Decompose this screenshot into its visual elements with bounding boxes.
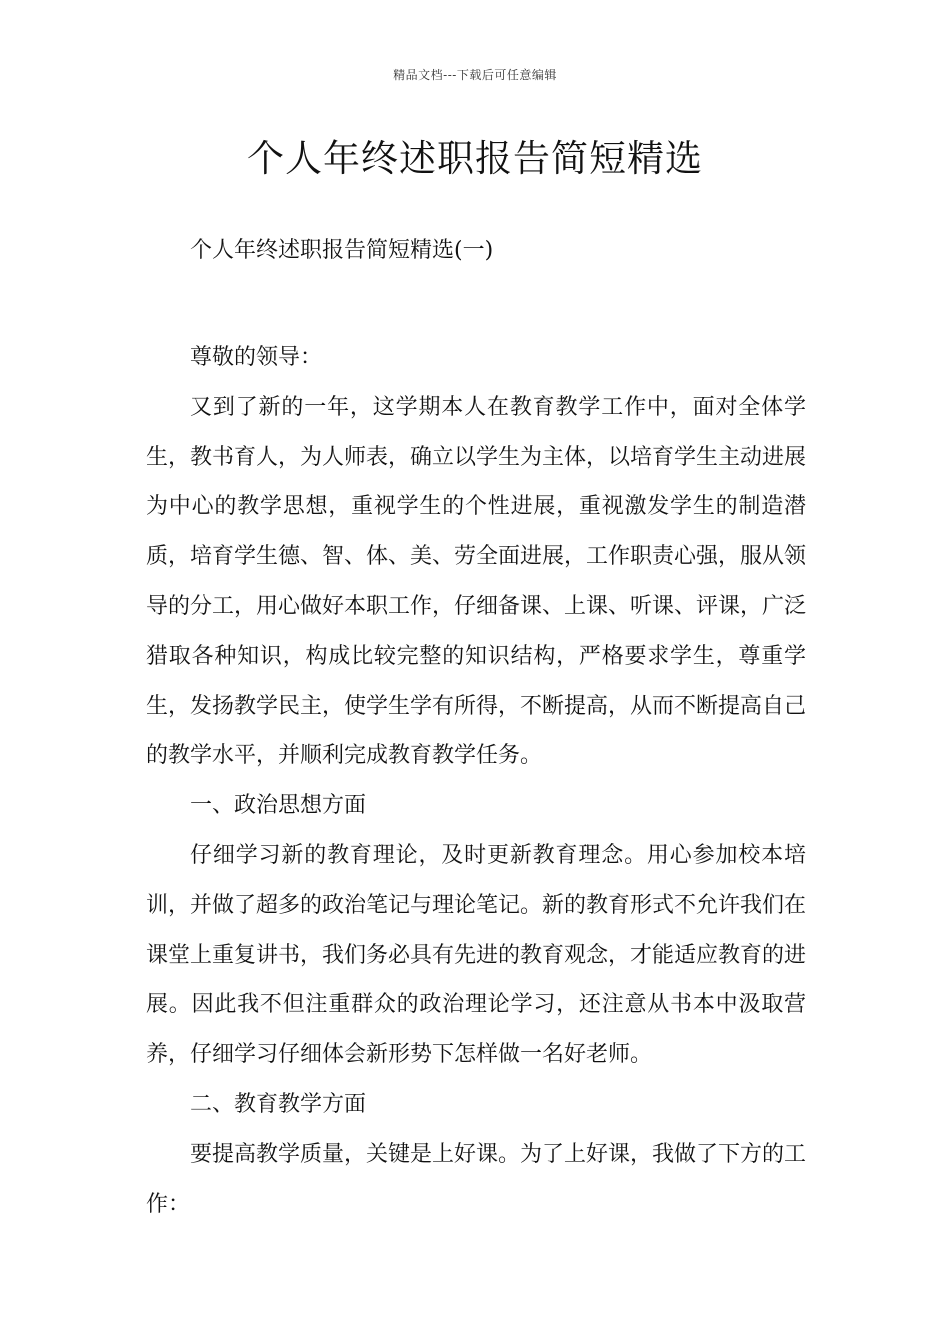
body-paragraph-political: 仔细学习新的教育理论，及时更新教育理念。用心参加校本培训，并做了超多的政治笔记与理论笔记。新的教育形式不允许我们在课堂上重复讲书，我们务必具有先进的教育观念，才能适应教育的进展。因此我不但注重群众的政治理论学习，还注意从书本中汲取营养，仔细学习仔细体会新形势下怎样做一名好老师。 bbox=[146, 842, 807, 1068]
section-heading-political: 一、政治思想方面 bbox=[190, 793, 367, 819]
document-body bbox=[146, 333, 806, 1229]
header-note: 精品文档---下载后可任意编辑 bbox=[393, 68, 557, 82]
document-subtitle: 个人年终述职报告简短精选(一) bbox=[190, 238, 494, 263]
salutation: 尊敬的领导： bbox=[190, 345, 323, 370]
section-heading-teaching: 二、教育教学方面 bbox=[190, 1091, 367, 1117]
document-title: 个人年终述职报告简短精选 bbox=[247, 137, 703, 180]
body-paragraph-intro: 又到了新的一年，这学期本人在教育教学工作中，面对全体学生，教书育人，为人师表，确立以学生为主体，以培育学生主动进展为中心的教学思想，重视学生的个性进展，重视激发学生的制造潜质，培育学生德、智、体、美、劳全面进展，工作职责心强，服从领导的分工，用心做好本职工作，仔细备课、上课、听课、评课，广泛猎取各种知识，构成比较完整的知识结构，严格要求学生，尊重学生，发扬教学民主，使学生学有所得，不断提高，从而不断提高自己的教学水平，并顺利完成教育教学任务。 bbox=[146, 394, 807, 769]
body-paragraph-teaching: 要提高教学质量，关键是上好课。为了上好课，我做了下方的工作： bbox=[146, 1141, 807, 1217]
